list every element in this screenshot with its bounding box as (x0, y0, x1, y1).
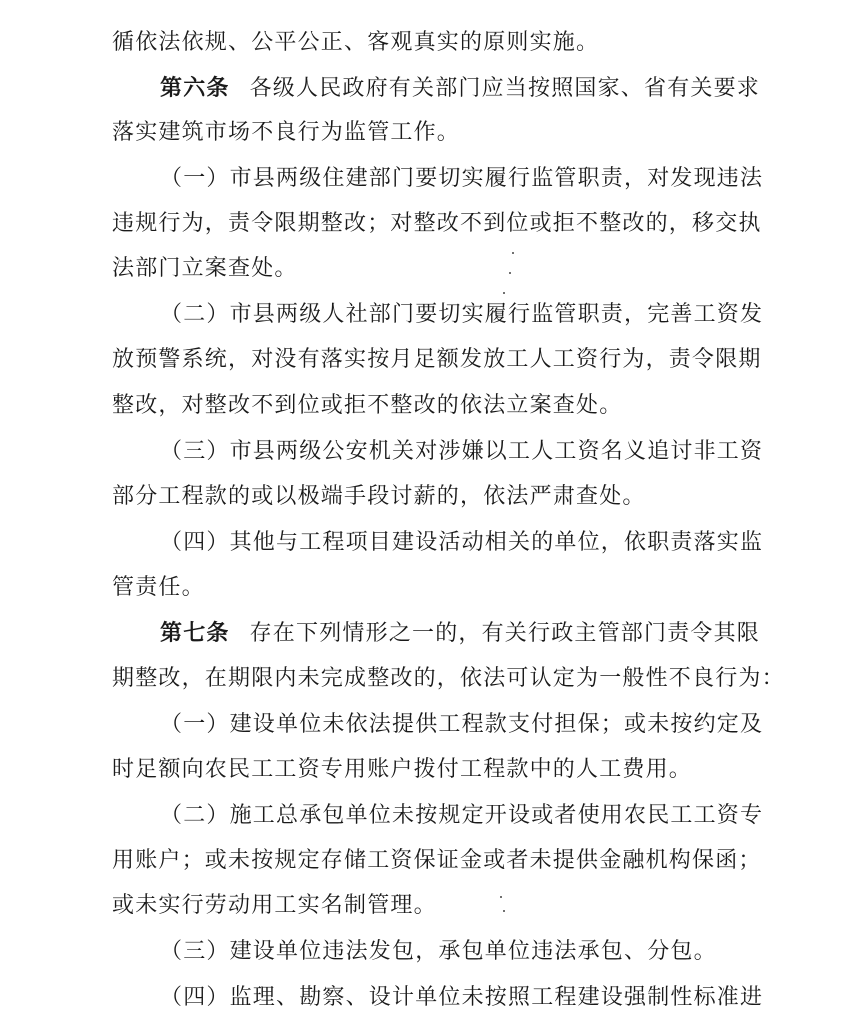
scan-speck (503, 292, 505, 294)
text-line: （二）施工总承包单位未按规定开设或者使用农民工工资专 (160, 803, 764, 828)
text-line: （二）市县两级人社部门要切实履行监管职责，完善工资发 (160, 302, 764, 327)
text-line: 整改，对整改不到位或拒不整改的依法立案查处。 (112, 393, 623, 418)
text-line: 或未实行劳动用工实名制管理。 (112, 893, 437, 918)
text-line: 放预警系统，对没有落实按月足额发放工人工资行为，责令限期 (112, 347, 762, 372)
text-line: 循依法依规、公平公正、客观真实的原则实施。 (112, 30, 600, 55)
text-line: （四）其他与工程项目建设活动相关的单位，依职责落实监 (160, 530, 764, 555)
text-line: （一）建设单位未依法提供工程款支付担保；或未按约定及 (160, 712, 764, 737)
article-7-heading: 第七条 (160, 620, 230, 646)
text-line: 期整改，在期限内未完成整改的，依法可认定为一般性不良行为： (112, 666, 785, 691)
text-line: （三）建设单位违法发包，承包单位违法承包、分包。 (160, 939, 717, 964)
text-line: 时足额向农民工工资专用账户拨付工程款中的人工费用。 (112, 757, 693, 782)
scan-speck (503, 910, 505, 912)
text-line: 违规行为，责令限期整改；对整改不到位或拒不整改的，移交执 (112, 211, 762, 236)
text-line: 各级人民政府有关部门应当按照国家、省有关要求 (249, 76, 761, 101)
text-line: 用账户；或未按规定存储工资保证金或者未提供金融机构保函； (112, 848, 762, 873)
text-line: 落实建筑市场不良行为监管工作。 (112, 120, 461, 145)
article-7-line (160, 620, 760, 646)
scan-speck (500, 896, 502, 898)
article-6-line (160, 75, 760, 101)
text-line: 法部门立案查处。 (112, 256, 298, 281)
text-line: 部分工程款的或以极端手段讨薪的，依法严肃查处。 (112, 484, 646, 509)
text-line: （四）监理、勘察、设计单位未按照工程建设强制性标准进 (160, 985, 764, 1010)
text-line: （一）市县两级住建部门要切实履行监管职责，对发现违法 (160, 166, 764, 191)
article-6-heading: 第六条 (160, 75, 230, 101)
scan-speck (509, 272, 511, 274)
scan-speck (512, 252, 514, 254)
text-line: （三）市县两级公安机关对涉嫌以工人工资名义追讨非工资 (160, 439, 764, 464)
text-line: 存在下列情形之一的，有关行政主管部门责令其限 (249, 621, 761, 646)
text-line: 管责任。 (112, 575, 205, 600)
